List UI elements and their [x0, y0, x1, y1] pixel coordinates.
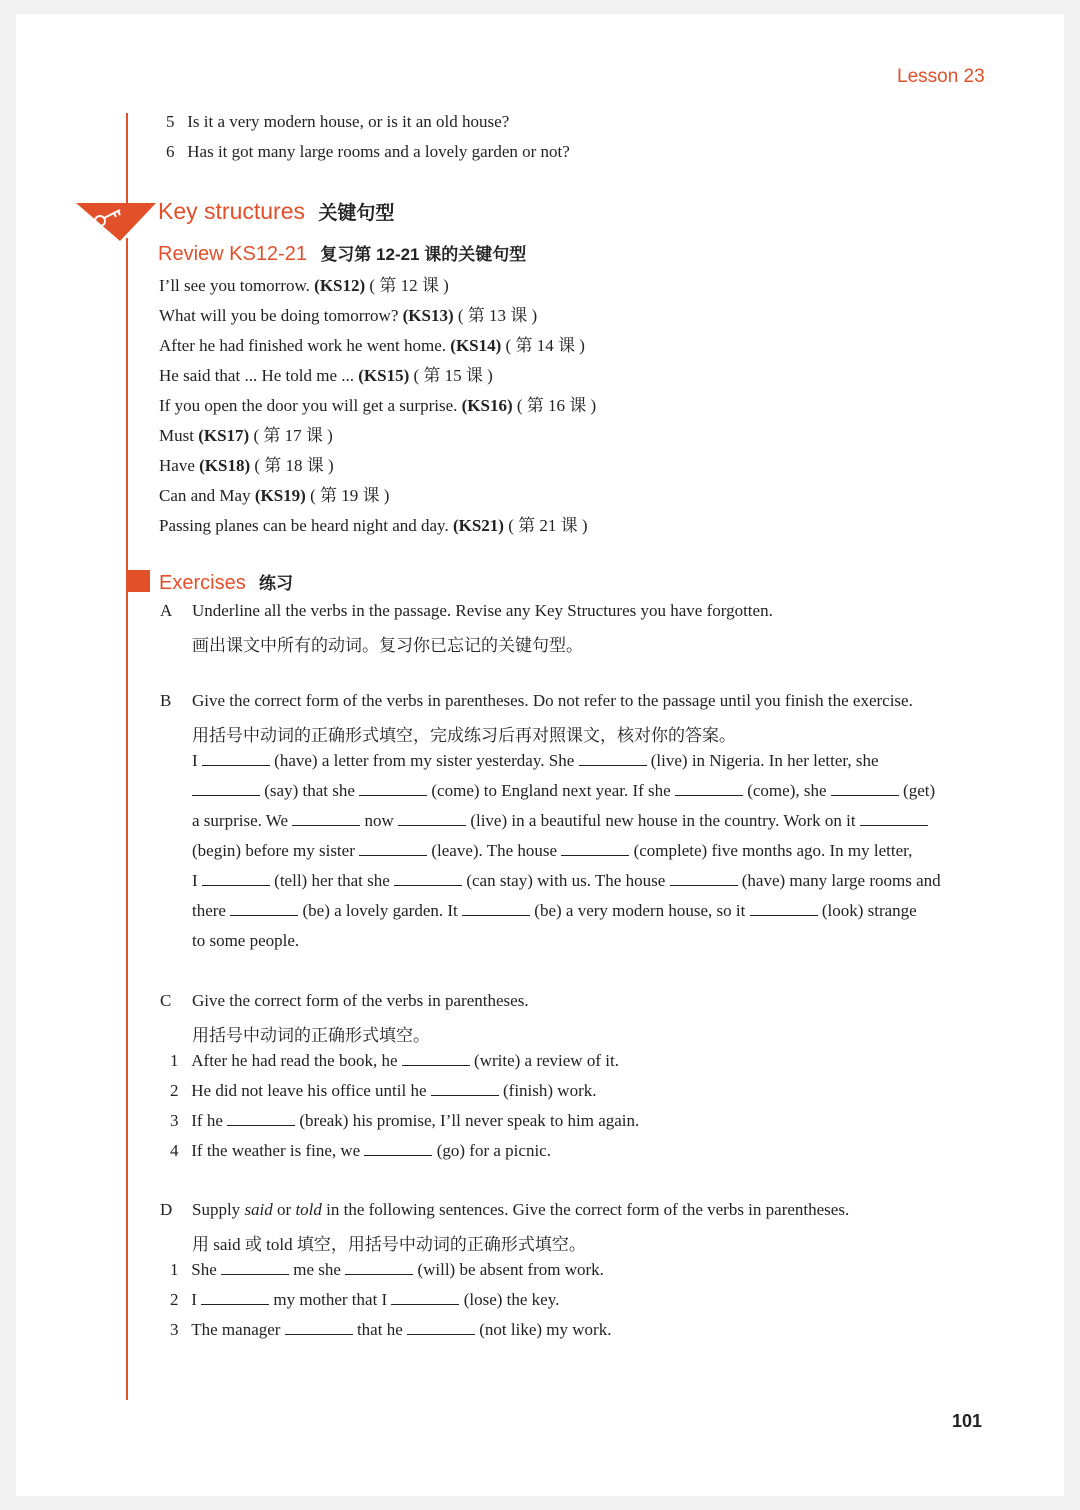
exercise-a-cn: 画出课文中所有的动词。复习你已忘记的关键句型。 [192, 636, 583, 655]
answer-blank[interactable] [391, 1290, 459, 1305]
answer-blank[interactable] [364, 1141, 432, 1156]
margin-rule-main [126, 238, 128, 1400]
answer-blank[interactable] [221, 1260, 289, 1275]
page-number: 101 [952, 1411, 983, 1431]
ks-item: After he had finished work he went home. (KS14) ( 第 14 课 ) [159, 336, 585, 355]
exercise-b-cn: 用括号中动词的正确形式填空，完成练习后再对照课文，核对你的答案。 [192, 726, 736, 745]
answer-blank[interactable] [398, 811, 466, 826]
key-structures-heading: Key structures 关键句型 [158, 198, 395, 224]
exercise-a-text: Underline all the verbs in the passage. Revise any Key Structures you have forgotten. [192, 601, 773, 620]
exercise-b-text: Give the correct form of the verbs in parentheses. Do not refer to the passage until you finish the exercise. [192, 691, 913, 710]
answer-blank[interactable] [201, 1290, 269, 1305]
passage-line: a surprise. We now (live) in a beautiful new house in the country. Work on it [192, 811, 928, 831]
exercise-c-item: 3 If he (break) his promise, I’ll never speak to him again. [170, 1111, 640, 1130]
exercise-c-cn: 用括号中动词的正确形式填空。 [192, 1026, 430, 1045]
exercises-marker [126, 570, 150, 592]
answer-blank[interactable] [561, 841, 629, 856]
ks-item: I’ll see you tomorrow. (KS12) ( 第 12 课 ) [159, 276, 449, 295]
ks-item: Must (KS17) ( 第 17 课 ) [159, 426, 333, 445]
answer-blank[interactable] [359, 841, 427, 856]
exercise-a-label: A [160, 601, 173, 620]
margin-rule-top [126, 113, 128, 207]
answer-blank[interactable] [431, 1081, 499, 1096]
exercise-d-cn: 用 said 或 told 填空，用括号中动词的正确形式填空。 [192, 1235, 586, 1254]
question-5: 5 Is it a very modern house, or is it an old house? [166, 112, 510, 131]
answer-blank[interactable] [670, 871, 738, 886]
answer-blank[interactable] [675, 781, 743, 796]
answer-blank[interactable] [202, 751, 270, 766]
passage-line: I (have) a letter from my sister yesterday. She (live) in Nigeria. In her letter, she [192, 751, 879, 770]
answer-blank[interactable] [750, 901, 818, 916]
key-icon [76, 199, 158, 243]
answer-blank[interactable] [407, 1320, 475, 1335]
answer-blank[interactable] [192, 781, 260, 796]
answer-blank[interactable] [394, 871, 462, 886]
exercise-c-item: 1 After he had read the book, he (write) a review of it. [170, 1051, 619, 1070]
exercise-b-label: B [160, 691, 172, 710]
passage-line: there (be) a lovely garden. It (be) a very modern house, so it (look) strange [192, 901, 917, 920]
answer-blank[interactable] [831, 781, 899, 796]
answer-blank[interactable] [579, 751, 647, 766]
answer-blank[interactable] [402, 1051, 470, 1066]
answer-blank[interactable] [285, 1320, 353, 1335]
exercise-d-text: Supply said or told in the following sentences. Give the correct form of the verbs in parentheses. [192, 1200, 850, 1219]
exercise-d-item: 1 She me she (will) be absent from work. [170, 1260, 604, 1279]
exercise-d-item: 2 I my mother that I (lose) the key. [170, 1290, 560, 1309]
passage-line: (begin) before my sister (leave). The house (complete) five months ago. In my letter, [192, 841, 913, 860]
ks-item: Have (KS18) ( 第 18 课 ) [159, 456, 334, 475]
exercise-c-text: Give the correct form of the verbs in parentheses. [192, 991, 529, 1010]
answer-blank[interactable] [292, 811, 360, 826]
exercise-d-item: 3 The manager that he (not like) my work. [170, 1320, 612, 1339]
question-6: 6 Has it got many large rooms and a lovely garden or not? [166, 142, 570, 161]
ks-item: If you open the door you will get a surprise. (KS16) ( 第 16 课 ) [159, 396, 597, 415]
answer-blank[interactable] [202, 871, 270, 886]
answer-blank[interactable] [227, 1111, 295, 1126]
answer-blank[interactable] [230, 901, 298, 916]
ks-item: Can and May (KS19) ( 第 19 课 ) [159, 486, 390, 505]
review-heading: Review KS12-21 复习第 12-21 课的关键句型 [158, 243, 527, 265]
exercise-c-label: C [160, 991, 172, 1010]
exercises-heading: Exercises 练习 [159, 572, 294, 594]
passage-line: to some people. [192, 931, 300, 950]
exercise-d-label: D [160, 1200, 173, 1219]
exercise-c-item: 2 He did not leave his office until he (finish) work. [170, 1081, 597, 1100]
ks-item: What will you be doing tomorrow? (KS13) ( 第 13 课 ) [159, 306, 538, 325]
answer-blank[interactable] [860, 811, 928, 826]
lesson-header: Lesson 23 [897, 66, 985, 87]
passage-line: I (tell) her that she (can stay) with us. The house (have) many large rooms and [192, 871, 941, 890]
ks-item: Passing planes can be heard night and day. (KS21) ( 第 21 课 ) [159, 516, 588, 535]
answer-blank[interactable] [359, 781, 427, 796]
ks-item: He said that ... He told me ... (KS15) ( 第 15 课 ) [159, 366, 493, 385]
answer-blank[interactable] [345, 1260, 413, 1275]
exercise-c-item: 4 If the weather is fine, we (go) for a picnic. [170, 1141, 551, 1160]
passage-line: (say) that she (come) to England next year. If she (come), she (get) [192, 781, 935, 801]
answer-blank[interactable] [462, 901, 530, 916]
